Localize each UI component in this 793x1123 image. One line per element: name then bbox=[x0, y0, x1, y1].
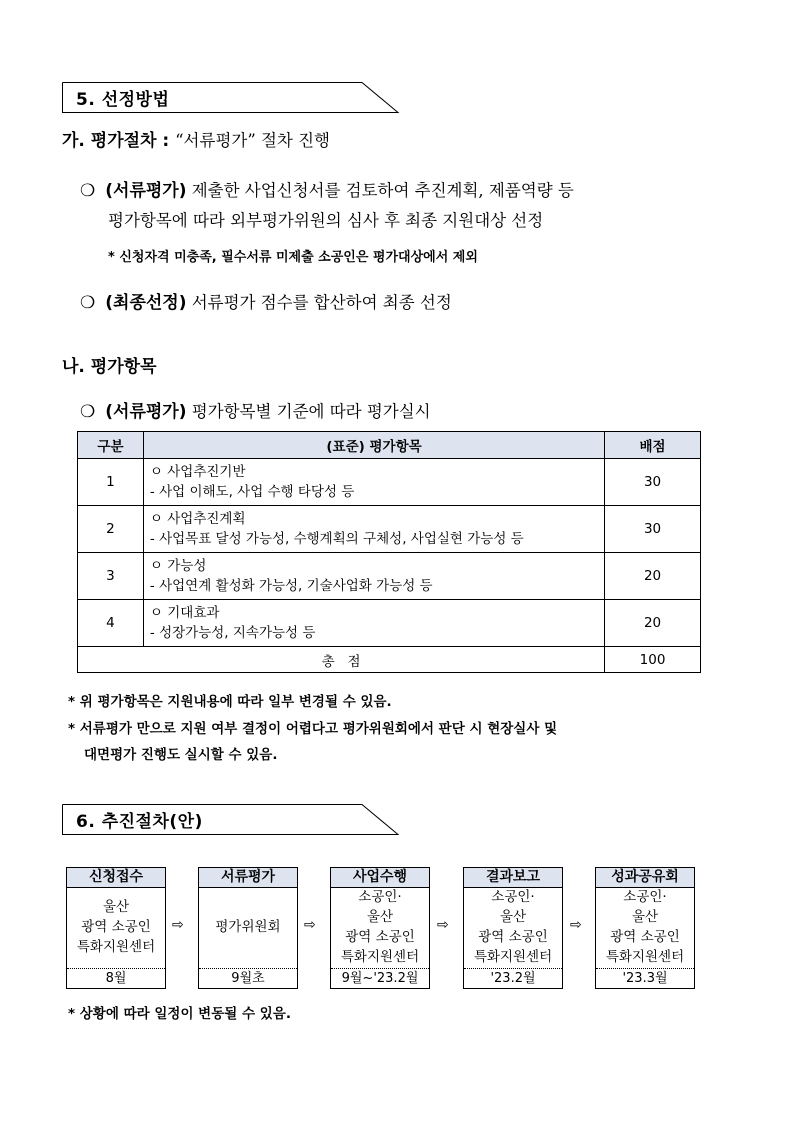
circle-bullet-icon: ❍ bbox=[80, 293, 96, 313]
bullet-document-review-line2: 평가항목에 따라 외부평가위원의 심사 후 최종 지원대상 선정 bbox=[108, 211, 544, 230]
step-line: 소공인· bbox=[623, 889, 667, 905]
step-line: 울산 bbox=[102, 899, 130, 915]
step-line: 특화지원센터 bbox=[605, 949, 685, 965]
row-item-title: ㅇ 사업추진기반 bbox=[149, 464, 246, 480]
row-score: 30 bbox=[605, 506, 701, 553]
step-line: 특화지원센터 bbox=[340, 949, 420, 965]
arrow-right-icon: ⇨ bbox=[437, 917, 449, 933]
note-items-may-change: * 위 평가항목은 지원내용에 따라 일부 변경될 수 있음. bbox=[68, 694, 392, 710]
table-row bbox=[78, 553, 701, 600]
section-5-header bbox=[62, 82, 398, 112]
row-number: 4 bbox=[78, 600, 144, 647]
step-date: '23.3월 bbox=[596, 968, 694, 988]
bullet-tag: (최종선정) bbox=[105, 293, 187, 313]
bullet-text: 제출한 사업신청서를 검토하여 추진계획, 제품역량 등 bbox=[186, 181, 574, 200]
table-row bbox=[78, 506, 701, 553]
arrow-right-icon: ⇨ bbox=[570, 917, 582, 933]
step-date: 9월초 bbox=[199, 968, 297, 988]
heading-ga bbox=[62, 126, 330, 151]
step-body bbox=[464, 888, 562, 966]
row-item-title: ㅇ 사업추진계획 bbox=[149, 511, 246, 527]
note-onsite-review-line2: 대면평가 진행도 실시할 수 있음. bbox=[84, 747, 278, 763]
step-line: 울산 bbox=[499, 909, 527, 925]
step-title: 서류평가 bbox=[199, 868, 297, 888]
row-item bbox=[143, 459, 604, 506]
section-6-header bbox=[62, 804, 398, 834]
step-title: 사업수행 bbox=[331, 868, 429, 888]
bullet-tag: (서류평가) bbox=[105, 181, 187, 201]
note-ineligible: * 신청자격 미충족, 필수서류 미제출 소공인은 평가대상에서 제외 bbox=[108, 250, 478, 265]
table-row bbox=[78, 600, 701, 647]
step-title: 성과공유회 bbox=[596, 868, 694, 888]
header-item: (표준) 평가항목 bbox=[143, 432, 604, 459]
circle-bullet-icon: ❍ bbox=[80, 402, 96, 422]
bullet-tag: (서류평가) bbox=[105, 402, 187, 422]
row-item bbox=[143, 553, 604, 600]
total-score: 100 bbox=[605, 647, 701, 673]
circle-bullet-icon: ❍ bbox=[80, 181, 96, 201]
section-5-title: 5. 선정방법 bbox=[76, 90, 170, 110]
evaluation-table bbox=[77, 431, 701, 673]
row-score: 20 bbox=[605, 553, 701, 600]
bullet-text: 서류평가 점수를 합산하여 최종 선정 bbox=[186, 293, 452, 312]
step-date: 8월 bbox=[67, 968, 165, 988]
step-date: 9월~'23.2월 bbox=[331, 968, 429, 988]
row-number: 2 bbox=[78, 506, 144, 553]
heading-ga-text: “서류평가” 절차 진행 bbox=[175, 131, 330, 150]
process-step-application bbox=[66, 867, 166, 989]
row-score: 20 bbox=[605, 600, 701, 647]
step-line: 울산 bbox=[631, 909, 659, 925]
heading-na: 나. 평가항목 bbox=[62, 357, 157, 377]
row-number: 3 bbox=[78, 553, 144, 600]
row-score: 30 bbox=[605, 459, 701, 506]
row-item-title: ㅇ 가능성 bbox=[149, 558, 207, 574]
table-row bbox=[78, 459, 701, 506]
process-step-document-review bbox=[198, 867, 298, 989]
process-step-project-execution bbox=[330, 867, 430, 989]
row-number: 1 bbox=[78, 459, 144, 506]
bullet-evaluation-items bbox=[80, 397, 431, 422]
bullet-document-review bbox=[80, 176, 574, 201]
step-line: 특화지원센터 bbox=[76, 939, 156, 955]
step-line: 울산 bbox=[366, 909, 394, 925]
table-header-row bbox=[78, 432, 701, 459]
process-step-performance-sharing bbox=[595, 867, 695, 989]
step-body bbox=[67, 888, 165, 966]
step-line: 광역 소공인 bbox=[478, 929, 548, 945]
arrow-right-icon: ⇨ bbox=[304, 917, 316, 933]
total-label: 총 점 bbox=[78, 647, 605, 673]
header-score: 배점 bbox=[605, 432, 701, 459]
bullet-text: 평가항목별 기준에 따라 평가실시 bbox=[186, 402, 431, 421]
row-item-detail: - 사업 이해도, 사업 수행 타당성 등 bbox=[149, 484, 355, 500]
step-line: 광역 소공인 bbox=[81, 919, 151, 935]
note-schedule-may-change: * 상황에 따라 일정이 변동될 수 있음. bbox=[68, 1006, 291, 1022]
header-category: 구분 bbox=[78, 432, 144, 459]
step-line: 소공인· bbox=[358, 889, 402, 905]
step-line: 특화지원센터 bbox=[473, 949, 553, 965]
step-body bbox=[199, 888, 297, 966]
step-body bbox=[331, 888, 429, 966]
step-title: 결과보고 bbox=[464, 868, 562, 888]
step-body bbox=[596, 888, 694, 966]
row-item bbox=[143, 600, 604, 647]
step-title: 신청접수 bbox=[67, 868, 165, 888]
step-line: 평가위원회 bbox=[215, 919, 281, 935]
process-step-result-report bbox=[463, 867, 563, 989]
row-item-detail: - 사업목표 달성 가능성, 수행계획의 구체성, 사업실현 가능성 등 bbox=[149, 531, 524, 547]
table-total-row bbox=[78, 647, 701, 673]
row-item-detail: - 사업연계 활성화 가능성, 기술사업화 가능성 등 bbox=[149, 578, 433, 594]
note-onsite-review-line1: * 서류평가 만으로 지원 여부 결정이 어렵다고 평가위원회에서 판단 시 현장실사 및 bbox=[68, 721, 558, 737]
row-item-detail: - 성장가능성, 지속가능성 등 bbox=[149, 625, 316, 641]
step-line: 광역 소공인 bbox=[610, 929, 680, 945]
row-item bbox=[143, 506, 604, 553]
section-6-title: 6. 추진절차(안) bbox=[76, 812, 203, 832]
arrow-right-icon: ⇨ bbox=[172, 917, 184, 933]
heading-ga-prefix: 가. 평가절차 : bbox=[62, 131, 176, 151]
step-date: '23.2월 bbox=[464, 968, 562, 988]
row-item-title: ㅇ 기대효과 bbox=[149, 605, 220, 621]
bullet-final-selection bbox=[80, 288, 452, 313]
step-line: 소공인· bbox=[491, 889, 535, 905]
step-line: 광역 소공인 bbox=[345, 929, 415, 945]
